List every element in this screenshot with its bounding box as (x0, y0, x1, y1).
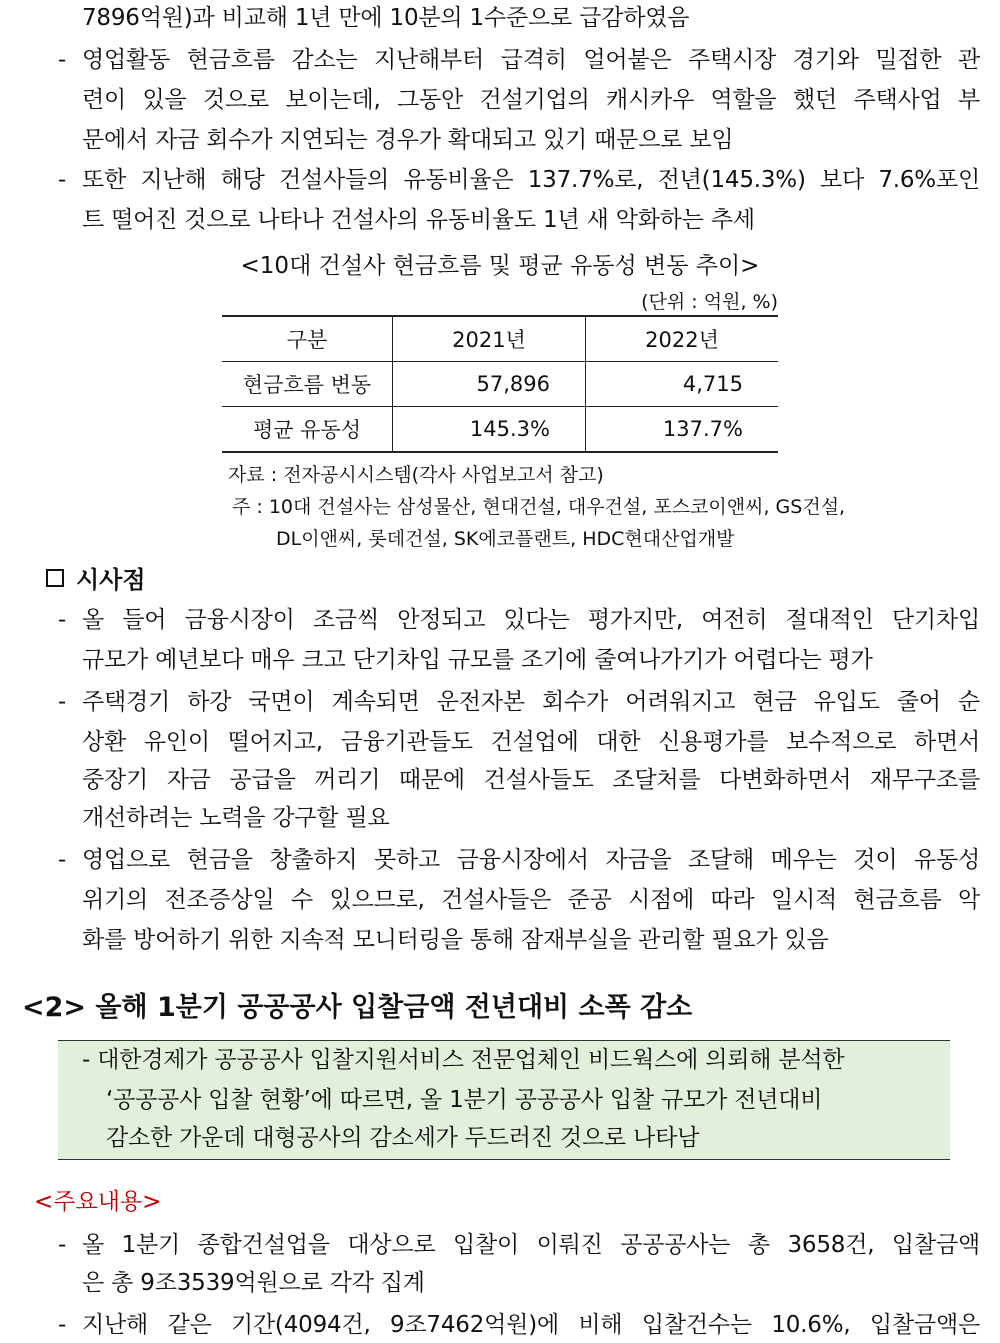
implications-bullet3-line2: 위기의 전조증상일 수 있으므로, 건설사들은 준공 시점에 따라 일시적 현금흐름 악 (82, 887, 980, 913)
summary-line2: ‘공공공사 입찰 현황’에 따르면, 올 1분기 공공공사 입찰 규모가 전년대비 (106, 1087, 823, 1113)
implications-bullet1-line2: 규모가 예년보다 매우 크고 단기차입 규모를 조기에 줄여나가기가 어렵다는 평가 (82, 647, 873, 673)
bullet-dash: - (58, 167, 67, 193)
summary-box (58, 1040, 950, 1160)
table-unit: (단위 : 억원, %) (641, 291, 778, 313)
implications-bullet2-line3: 중장기 자금 공급을 꺼리기 때문에 건설사들도 조달처를 다변화하면서 재무구조를 (82, 767, 980, 793)
bullet-dash: - (58, 847, 67, 873)
summary-line3: 감소한 가운데 대형공사의 감소세가 두드러진 것으로 나타남 (106, 1125, 700, 1151)
implications-bullet2-line4: 개선하려는 노력을 강구할 필요 (82, 805, 390, 831)
main-content-label: <주요내용> (34, 1189, 162, 1215)
table-row (222, 407, 778, 453)
table-header-row (222, 316, 778, 362)
table-cell-label: 평균 유동성 (222, 407, 392, 453)
table-note-line1: 주 : 10대 건설사는 삼성물산, 현대건설, 대우건설, 포스코이앤씨, GS건설, (232, 496, 846, 518)
summary-line1: - 대한경제가 공공공사 입찰지원서비스 전문업체인 비드웍스에 의뢰해 분석한 (82, 1047, 845, 1073)
intro-continuation-line: 7896억원)과 비교해 1년 만에 10분의 1수준으로 급감하였음 (82, 5, 690, 31)
bullet-dash: - (58, 689, 67, 715)
table-cell-label: 현금흐름 변동 (222, 362, 392, 407)
implications-bullet2-line1: 주택경기 하강 국면이 계속되면 운전자본 회수가 어려워지고 현금 유입도 줄어 순 (82, 689, 980, 715)
table-row (222, 362, 778, 407)
implications-bullet1-line1: 올 들어 금융시장이 조금씩 안정되고 있다는 평가지만, 여전히 절대적인 단기차입 (82, 607, 980, 633)
table-source: 자료 : 전자공시시스템(각사 사업보고서 참고) (228, 464, 604, 486)
intro-bullet1-line2: 련이 있을 것으로 보이는데, 그동안 건설기업의 캐시카우 역할을 했던 주택사업 부 (82, 87, 980, 113)
table-header-cell: 2021년 (392, 316, 585, 362)
intro-bullet1-line3: 문에서 자금 회수가 지연되는 경우가 확대되고 있기 때문으로 보임 (82, 127, 734, 153)
section-title-text: 시사점 (76, 566, 146, 594)
bullet-dash: - (58, 1312, 67, 1338)
implications-bullet3-line3: 화를 방어하기 위한 지속적 모니터링을 통해 잠재부실을 관리할 필요가 있음 (82, 927, 829, 953)
implications-bullet2-line2: 상환 유인이 떨어지고, 금융기관들도 건설업에 대한 신용평가를 보수적으로 하면서 (82, 729, 980, 755)
section-implications-title (46, 560, 146, 595)
bullet-dash: - (58, 47, 67, 73)
cashflow-table (222, 315, 778, 453)
implications-bullet3-line1: 영업으로 현금을 창출하지 못하고 금융시장에서 자금을 조달해 메우는 것이 유동성 (82, 847, 980, 873)
table-note-line2: DL이앤씨, 롯데건설, SK에코플랜트, HDC현대산업개발 (276, 528, 735, 550)
table-caption: <10대 건설사 현금흐름 및 평균 유동성 변동 추이> (240, 253, 760, 279)
intro-bullet1-line1: 영업활동 현금흐름 감소는 지난해부터 급격히 얼어붙은 주택시장 경기와 밀접한 관 (82, 47, 980, 73)
table-header-cell: 2022년 (585, 316, 778, 362)
intro-bullet2-line2: 트 떨어진 것으로 나타나 건설사의 유동비율도 1년 새 악화하는 추세 (82, 207, 755, 233)
table-header-cell: 구분 (222, 316, 392, 362)
table-cell-value: 57,896 (392, 362, 585, 407)
table-cell-value: 137.7% (585, 407, 778, 453)
bullet-dash: - (58, 1232, 67, 1258)
checkbox-square-icon (46, 569, 64, 587)
table-cell-value: 4,715 (585, 362, 778, 407)
bullet-dash: - (58, 607, 67, 633)
intro-bullet2-line1: 또한 지난해 해당 건설사들의 유동비율은 137.7%로, 전년(145.3%) 보다 7.6%포인 (82, 167, 980, 193)
section2-bullet1-line1: 올 1분기 종합건설업을 대상으로 입찰이 이뤄진 공공공사는 총 3658건, 입찰금액 (82, 1232, 980, 1258)
section2-bullet2-line1: 지난해 같은 기간(4094건, 9조7462억원)에 비해 입찰건수는 10.6%, 입찰금액은 (82, 1312, 980, 1338)
table-cell-value: 145.3% (392, 407, 585, 453)
section2-bullet1-line2: 은 총 9조3539억원으로 각각 집계 (82, 1270, 425, 1296)
section2-heading: <2> 올해 1분기 공공공사 입찰금액 전년대비 소폭 감소 (22, 992, 693, 1023)
